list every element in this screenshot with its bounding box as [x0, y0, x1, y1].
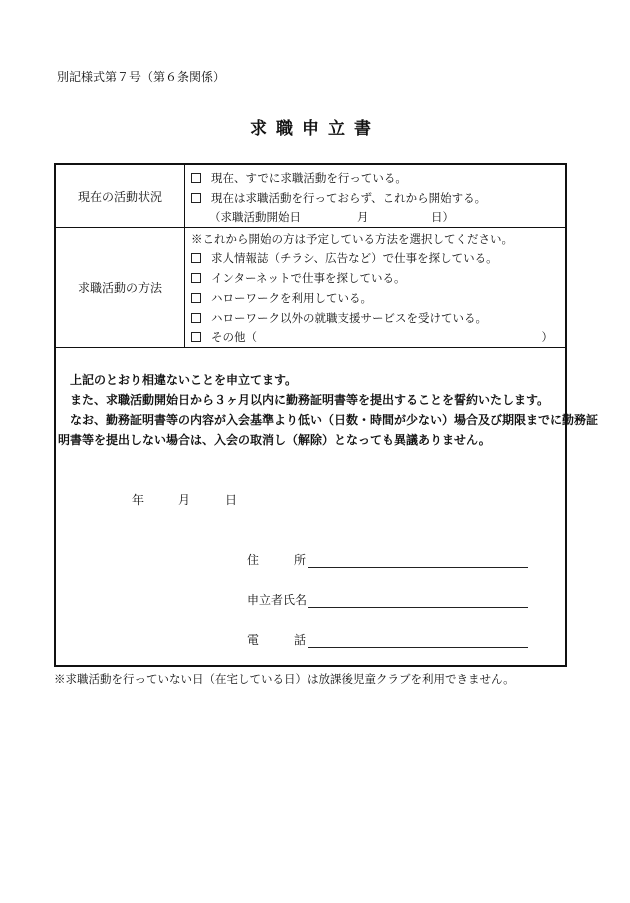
checkbox-method-2[interactable] [191, 273, 201, 283]
form-reference: 別記様式第７号（第６条関係） [57, 70, 226, 84]
date-month-label: 月 [178, 493, 191, 507]
activity-option-2-text: 現在は求職活動を行っておらず、これから開始する。 [211, 191, 487, 205]
declaration-line-1: 上記のとおり相違ないことを申立てます。 [70, 373, 298, 387]
applicant-name-field[interactable] [308, 607, 528, 608]
start-date-line [209, 209, 454, 225]
method-option-1[interactable] [191, 250, 498, 266]
activity-option-2[interactable] [191, 190, 486, 206]
method-option-1-text: 求人情報誌（チラシ、広告など）で仕事を探している。 [211, 251, 498, 265]
address-field[interactable] [308, 567, 528, 568]
activity-status-options [185, 165, 565, 227]
method-options [185, 228, 565, 347]
method-option-4-text: ハローワーク以外の就職支援サービスを受けている。 [211, 311, 487, 325]
checkbox-method-5[interactable] [191, 332, 201, 342]
address-label-2: 所 [294, 553, 307, 567]
method-other-close: ） [541, 330, 553, 344]
checkbox-method-3[interactable] [191, 293, 201, 303]
method-row [56, 228, 565, 348]
phone-label-1: 電 [247, 633, 260, 647]
footnote: ※求職活動を行っていない日（在宅している日）は放課後児童クラブを利用できません。 [54, 672, 515, 686]
date-day-label: 日 [225, 493, 238, 507]
application-form-frame [54, 163, 599, 667]
declaration-line-2: また、求職活動開始日から３ヶ月以内に勤務証明書等を提出することを誓約いたします。 [70, 393, 550, 407]
checkbox-activity-1[interactable] [191, 173, 201, 183]
applicant-name-label: 申立者氏名 [247, 593, 308, 607]
phone-label-2: 話 [294, 633, 307, 647]
method-option-5[interactable] [191, 329, 551, 345]
page-title: 求職申立書 [250, 119, 380, 139]
address-label-1: 住 [247, 553, 260, 567]
start-date-month: 月 [357, 210, 369, 224]
method-option-4[interactable] [191, 310, 487, 326]
declaration-line-4: 明書等を提出しない場合は、入会の取消し（解除）となっても異議ありません。 [58, 433, 491, 447]
activity-status-row [56, 165, 565, 228]
method-option-3[interactable] [191, 290, 372, 306]
start-date-day: 日） [431, 210, 454, 224]
method-option-2-text: インターネットで仕事を探している。 [211, 271, 406, 285]
activity-option-1-text: 現在、すでに求職活動を行っている。 [211, 171, 407, 185]
declaration-line-3: なお、勤務証明書等の内容が入会基準より低い（日数・時間が少ない）場合及び期限までに勤務証 [70, 413, 599, 427]
date-year-label: 年 [132, 493, 145, 507]
start-date-prefix: （求職活動開始日 [209, 210, 301, 224]
checkbox-activity-2[interactable] [191, 193, 201, 203]
method-label: 求職活動の方法 [56, 228, 185, 347]
checkbox-method-4[interactable] [191, 313, 201, 323]
declaration-section [56, 348, 599, 667]
method-option-5-text: その他（ [211, 330, 257, 344]
method-option-2[interactable] [191, 270, 405, 286]
activity-option-1[interactable] [191, 170, 407, 186]
checkbox-method-1[interactable] [191, 253, 201, 263]
activity-status-label: 現在の活動状況 [56, 165, 185, 227]
phone-field[interactable] [308, 647, 528, 648]
method-note: ※これから開始の方は予定している方法を選択してください。 [191, 232, 513, 246]
method-option-3-text: ハローワークを利用している。 [211, 291, 372, 305]
